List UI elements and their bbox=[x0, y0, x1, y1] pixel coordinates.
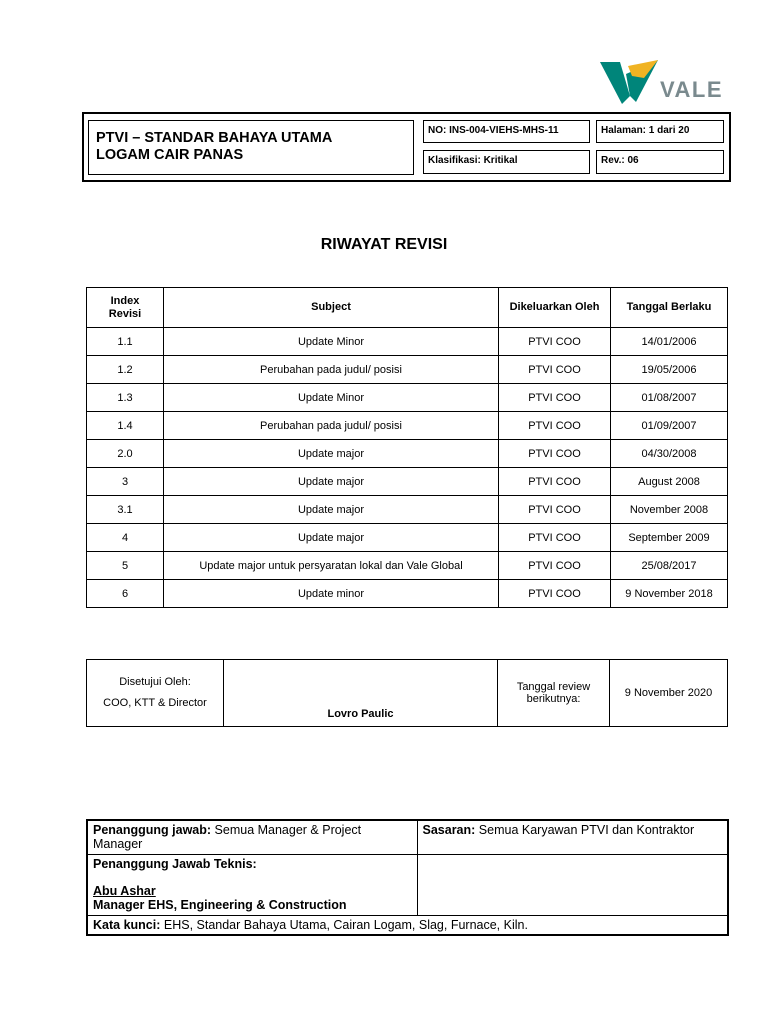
table-row bbox=[87, 412, 728, 440]
approver-name: Lovro Paulic bbox=[327, 708, 394, 720]
approver-signature-cell bbox=[224, 660, 498, 727]
table-row bbox=[87, 440, 728, 468]
section-title: RIWAYAT REVISI bbox=[320, 236, 448, 253]
keywords-row bbox=[87, 915, 728, 935]
cell-date: 25/08/2017 bbox=[611, 552, 728, 580]
cell-index: 6 bbox=[87, 580, 164, 608]
cell-subject: Update major bbox=[164, 496, 499, 524]
doc-number: NO: INS-004-VIEHS-MHS-11 bbox=[423, 120, 590, 143]
cell-issued-by: PTVI COO bbox=[499, 384, 611, 412]
cell-subject: Perubahan pada judul/ posisi bbox=[164, 356, 499, 384]
cell-index: 3.1 bbox=[87, 496, 164, 524]
technical-person-name: Abu Ashar bbox=[93, 883, 156, 898]
vale-logo-text: VALE bbox=[660, 77, 724, 102]
person-in-charge-label: Penanggung jawab: bbox=[93, 823, 212, 837]
header-index: Index Revisi bbox=[87, 288, 164, 328]
cell-date: 9 November 2018 bbox=[611, 580, 728, 608]
cell-issued-by: PTVI COO bbox=[499, 580, 611, 608]
table-row bbox=[87, 356, 728, 384]
document-title-box bbox=[88, 120, 414, 175]
table-row bbox=[87, 580, 728, 608]
approver-role: COO, KTT & Director bbox=[103, 697, 207, 709]
approval-row bbox=[87, 660, 728, 727]
document-title-line1: PTVI – STANDAR BAHAYA UTAMA bbox=[96, 130, 333, 146]
cell-date: September 2009 bbox=[611, 524, 728, 552]
cell-index: 3 bbox=[87, 468, 164, 496]
technical-responsibility-cell bbox=[87, 854, 417, 915]
cell-subject: Update major bbox=[164, 524, 499, 552]
table-header-row bbox=[87, 288, 728, 328]
empty-cell bbox=[417, 854, 728, 915]
cell-date: 14/01/2006 bbox=[611, 328, 728, 356]
keywords-cell bbox=[87, 915, 728, 935]
keywords-value: EHS, Standar Bahaya Utama, Cairan Logam, Slag, Furnace, Kiln. bbox=[160, 917, 528, 932]
technical-responsibility-label: Penanggung Jawab Teknis: bbox=[93, 856, 257, 871]
person-in-charge-value: Semua Manager & Project Manager bbox=[93, 823, 362, 851]
header-subject: Subject bbox=[164, 288, 499, 328]
table-row bbox=[87, 552, 728, 580]
approval-table bbox=[86, 659, 728, 727]
responsibility-table bbox=[86, 819, 729, 936]
person-in-charge-cell bbox=[87, 820, 417, 854]
cell-index: 5 bbox=[87, 552, 164, 580]
cell-issued-by: PTVI COO bbox=[499, 356, 611, 384]
table-row bbox=[87, 328, 728, 356]
table-row bbox=[87, 524, 728, 552]
cell-date: 01/09/2007 bbox=[611, 412, 728, 440]
vale-logo bbox=[596, 56, 726, 110]
approved-by-cell bbox=[87, 660, 224, 727]
cell-subject: Update major bbox=[164, 468, 499, 496]
cell-subject: Perubahan pada judul/ posisi bbox=[164, 412, 499, 440]
next-review-label-cell bbox=[498, 660, 610, 727]
next-review-date: 9 November 2020 bbox=[610, 660, 728, 727]
cell-issued-by: PTVI COO bbox=[499, 524, 611, 552]
cell-date: 01/08/2007 bbox=[611, 384, 728, 412]
cell-issued-by: PTVI COO bbox=[499, 440, 611, 468]
keywords-label: Kata kunci: bbox=[93, 917, 161, 932]
cell-issued-by: PTVI COO bbox=[499, 328, 611, 356]
cell-date: 19/05/2006 bbox=[611, 356, 728, 384]
cell-issued-by: PTVI COO bbox=[499, 412, 611, 440]
vale-v-mark-icon bbox=[596, 56, 660, 106]
cell-index: 1.3 bbox=[87, 384, 164, 412]
page-number: Halaman: 1 dari 20 bbox=[596, 120, 724, 143]
header-effective-date: Tanggal Berlaku bbox=[611, 288, 728, 328]
next-review-label-line1: Tanggal review bbox=[516, 681, 591, 693]
cell-subject: Update Minor bbox=[164, 384, 499, 412]
cell-subject: Update major bbox=[164, 440, 499, 468]
cell-index: 1.2 bbox=[87, 356, 164, 384]
cell-date: August 2008 bbox=[611, 468, 728, 496]
cell-issued-by: PTVI COO bbox=[499, 468, 611, 496]
cell-index: 1.1 bbox=[87, 328, 164, 356]
cell-subject: Update major untuk persyaratan lokal dan Vale Global bbox=[164, 552, 499, 580]
technical-person-title: Manager EHS, Engineering & Construction bbox=[93, 897, 347, 912]
classification: Klasifikasi: Kritikal bbox=[423, 150, 590, 174]
technical-responsibility-row bbox=[87, 854, 728, 915]
table-row bbox=[87, 468, 728, 496]
table-row bbox=[87, 384, 728, 412]
cell-subject: Update minor bbox=[164, 580, 499, 608]
cell-index: 2.0 bbox=[87, 440, 164, 468]
target-label: Sasaran: bbox=[422, 823, 476, 837]
next-review-label-line2: berikutnya: bbox=[526, 693, 581, 705]
cell-date: 04/30/2008 bbox=[611, 440, 728, 468]
cell-index: 4 bbox=[87, 524, 164, 552]
approved-by-label: Disetujui Oleh: bbox=[119, 676, 191, 688]
header-issued-by: Dikeluarkan Oleh bbox=[499, 288, 611, 328]
cell-subject: Update Minor bbox=[164, 328, 499, 356]
cell-date: November 2008 bbox=[611, 496, 728, 524]
cell-issued-by: PTVI COO bbox=[499, 552, 611, 580]
cell-index: 1.4 bbox=[87, 412, 164, 440]
revision-number: Rev.: 06 bbox=[596, 150, 724, 174]
table-row bbox=[87, 496, 728, 524]
revision-history-table bbox=[86, 287, 728, 608]
responsibility-row bbox=[87, 820, 728, 854]
target-value: Semua Karyawan PTVI dan Kontraktor bbox=[475, 823, 695, 837]
cell-issued-by: PTVI COO bbox=[499, 496, 611, 524]
target-cell bbox=[417, 820, 728, 854]
document-title-line2: LOGAM CAIR PANAS bbox=[96, 147, 244, 163]
